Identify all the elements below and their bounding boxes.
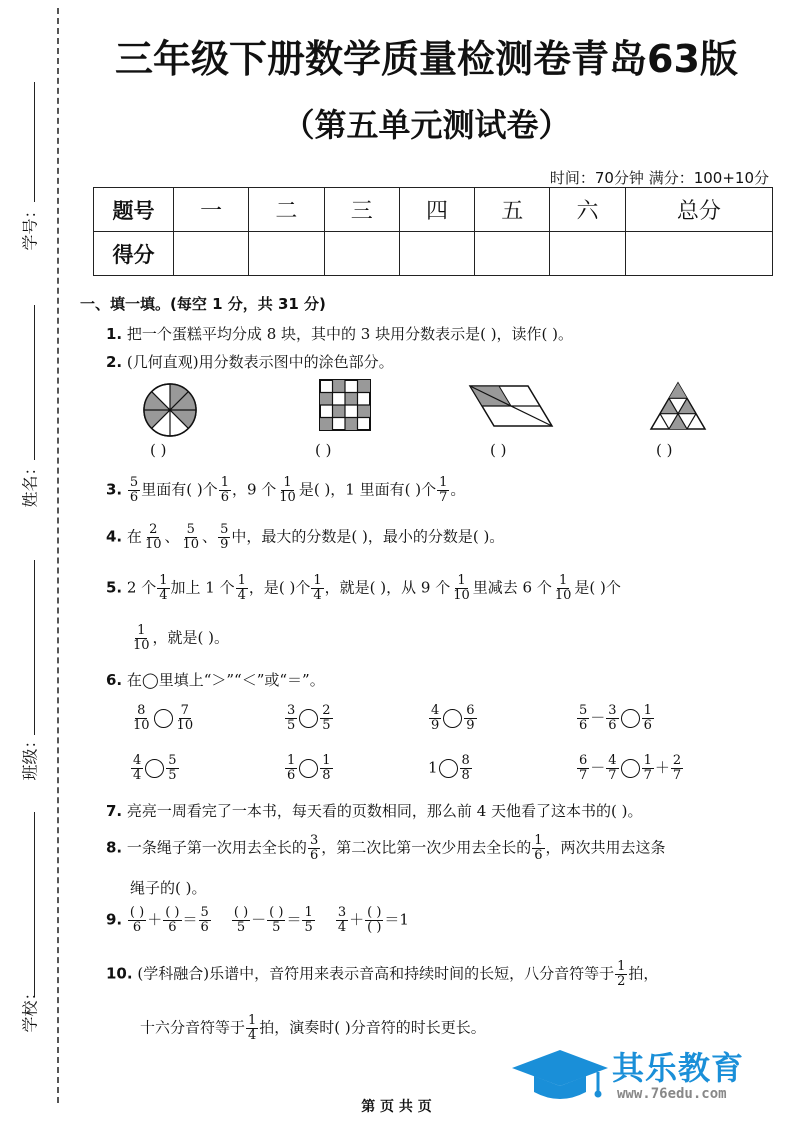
score-cell: 四 <box>399 188 474 232</box>
fraction <box>163 906 181 935</box>
operator: ＋ <box>654 758 670 777</box>
fraction <box>308 834 320 863</box>
numerator: 1 <box>534 833 543 848</box>
numerator: 1 <box>220 475 229 490</box>
denominator: 9 <box>220 537 229 552</box>
question-text: 2 个 <box>126 578 157 597</box>
numerator: 8 <box>137 703 146 718</box>
fraction <box>671 754 683 783</box>
question-3 <box>106 476 465 505</box>
question-text: 在 <box>126 527 142 546</box>
question-text: ，两次共用去这条 <box>545 838 666 857</box>
question-text: 加上 1 个 <box>170 578 235 597</box>
question-text: 十六分音符等于 <box>140 1018 246 1037</box>
denominator: 6 <box>220 490 229 505</box>
fraction <box>365 906 383 935</box>
denominator: 6 <box>643 718 652 733</box>
fraction <box>199 906 211 935</box>
operator: － <box>590 758 606 777</box>
numerator: 4 <box>608 753 617 768</box>
question-number: 5. <box>106 578 123 597</box>
score-cell: 题号 <box>94 188 174 232</box>
fraction <box>460 754 472 783</box>
score-input-cell[interactable] <box>399 232 474 276</box>
denominator: 6 <box>168 920 177 935</box>
class-label: 班级： <box>20 732 40 781</box>
denominator: 10 <box>133 638 150 653</box>
fraction <box>232 906 250 935</box>
question-number: 1. <box>106 325 123 343</box>
fraction <box>615 960 627 989</box>
fraction <box>437 476 449 505</box>
page-footer: 第 页 共 页 <box>361 1099 432 1115</box>
compare-item <box>428 754 473 783</box>
numerator: 6 <box>466 703 475 718</box>
compare-item <box>130 704 196 733</box>
denominator: 6 <box>534 848 543 863</box>
numerator: 1 <box>304 905 313 920</box>
compare-item <box>576 754 684 783</box>
denominator: 6 <box>132 920 142 935</box>
fraction <box>131 624 152 653</box>
fraction <box>553 574 574 603</box>
numerator: 3 <box>608 703 617 718</box>
score-cell: 一 <box>174 188 249 232</box>
question-text: ，就是( )。 <box>152 628 230 647</box>
question-number: 9. <box>106 910 123 929</box>
numerator: 1 <box>287 753 296 768</box>
question-8-cont: 绳子的( )。 <box>130 879 207 897</box>
denominator: 6 <box>287 768 296 783</box>
denominator: 5 <box>236 920 246 935</box>
numerator-blank[interactable]: ( ) <box>165 905 180 920</box>
score-table <box>93 187 773 276</box>
question-text: 拍， <box>628 964 659 983</box>
fraction <box>302 906 314 935</box>
fraction <box>128 906 146 935</box>
numerator: 2 <box>149 522 158 537</box>
question-7 <box>106 800 642 821</box>
numerator: 2 <box>672 753 682 768</box>
denominator: 10 <box>182 537 200 552</box>
denominator-blank[interactable]: ( ) <box>367 920 382 935</box>
numerator: 3 <box>309 833 319 848</box>
whole-number: 1 <box>399 910 409 929</box>
question-text: (学科融合)乐谱中，音符用来表示音高和持续时间的长短，八分音符等于 <box>137 964 615 983</box>
denominator: 6 <box>309 848 319 863</box>
question-1 <box>106 323 573 344</box>
logo-url: www.76edu.com <box>617 1086 727 1102</box>
school-label: 学校： <box>20 984 40 1033</box>
numerator: 8 <box>461 753 470 768</box>
denominator: 9 <box>431 718 440 733</box>
fraction <box>131 754 143 783</box>
name-label: 姓名： <box>20 459 40 508</box>
triangle-figure <box>648 380 708 432</box>
fraction <box>311 574 323 603</box>
numerator: 1 <box>643 703 652 718</box>
numerator-blank[interactable]: ( ) <box>233 905 249 920</box>
student-no-rule <box>34 82 35 202</box>
denominator: 10 <box>453 588 470 603</box>
fraction <box>336 906 348 935</box>
score-input-cell[interactable] <box>174 232 249 276</box>
question-text: 把一个蛋糕平均分成 8 块，其中的 3 块用分数表示是( )，读作( )。 <box>126 325 574 343</box>
denominator: 7 <box>608 768 617 783</box>
denominator: 10 <box>133 718 150 733</box>
school-rule <box>34 812 35 997</box>
question-number: 8. <box>106 838 123 857</box>
numerator: 7 <box>180 703 189 718</box>
fraction <box>451 574 472 603</box>
fraction <box>606 754 618 783</box>
fraction <box>285 704 297 733</box>
score-table-header-row <box>94 188 773 232</box>
denominator: 4 <box>133 768 142 783</box>
numerator: 6 <box>579 753 588 768</box>
grid-figure <box>318 378 372 432</box>
operator: － <box>251 910 267 929</box>
score-cell: 五 <box>475 188 550 232</box>
question-8 <box>106 834 666 863</box>
answer-blank[interactable]: ( ) <box>490 441 507 459</box>
compare-item <box>576 704 655 733</box>
numerator: 4 <box>431 703 440 718</box>
numerator: 1 <box>617 959 626 974</box>
numerator: 1 <box>248 1013 257 1028</box>
denominator: 6 <box>579 718 588 733</box>
question-text: 里面有( )个 <box>141 480 218 499</box>
score-input-cell[interactable] <box>550 232 625 276</box>
fraction <box>181 523 202 552</box>
denominator: 6 <box>129 490 139 505</box>
numerator: 5 <box>168 753 177 768</box>
denominator: 6 <box>200 920 209 935</box>
question-text: ，第二次比第一次少用去全长的 <box>321 838 532 857</box>
page-subtitle: （第五单元测试卷） <box>282 106 571 144</box>
fraction <box>577 754 589 783</box>
parallelogram-figure <box>466 382 556 432</box>
fraction <box>236 574 248 603</box>
denominator: 7 <box>672 768 682 783</box>
compare-circle[interactable] <box>621 709 640 728</box>
denominator: 10 <box>279 490 296 505</box>
fraction <box>642 754 654 783</box>
numerator: 5 <box>220 522 229 537</box>
compare-item <box>284 754 334 783</box>
compare-item <box>130 754 180 783</box>
score-cell: 三 <box>324 188 399 232</box>
numerator-blank[interactable]: ( ) <box>367 905 382 920</box>
denominator: 7 <box>643 768 652 783</box>
numerator: 2 <box>322 703 331 718</box>
denominator: 4 <box>248 1028 257 1043</box>
numerator: 1 <box>283 475 292 490</box>
whole-number: 1 <box>428 758 438 777</box>
compare-item <box>284 704 334 733</box>
denominator: 9 <box>466 718 475 733</box>
question-text: 是( )，1 里面有( )个 <box>298 480 437 499</box>
fraction <box>577 704 589 733</box>
numerator: 1 <box>558 573 568 588</box>
fraction <box>464 704 476 733</box>
numerator: 1 <box>159 573 168 588</box>
numerator: 1 <box>439 475 448 490</box>
compare-circle[interactable] <box>443 709 462 728</box>
question-text: ，是( )个 <box>248 578 311 597</box>
denominator: 2 <box>617 974 626 989</box>
denominator: 7 <box>439 490 448 505</box>
denominator: 8 <box>461 768 470 783</box>
fraction <box>606 704 618 733</box>
score-input-cell[interactable] <box>625 232 772 276</box>
fraction <box>320 754 332 783</box>
denominator: 10 <box>144 537 162 552</box>
question-text: ，9 个 <box>231 480 277 499</box>
separator: 、 <box>164 527 180 546</box>
score-cell: 六 <box>550 188 625 232</box>
name-rule <box>34 305 35 460</box>
numerator: 1 <box>313 573 322 588</box>
numerator: 1 <box>457 573 466 588</box>
separator: 、 <box>202 527 218 546</box>
operator: － <box>590 708 606 727</box>
fraction <box>128 476 140 505</box>
numerator: 4 <box>133 753 142 768</box>
fraction <box>175 704 196 733</box>
denominator: 8 <box>322 768 331 783</box>
question-text: 一条绳子第一次用去全长的 <box>126 838 307 857</box>
question-5 <box>106 574 621 603</box>
question-text: 亮亮一周看完了一本书，每天看的页数相同，那么前 4 天他看了这本书的( )。 <box>126 802 643 820</box>
fraction <box>131 704 152 733</box>
denominator: 5 <box>272 920 281 935</box>
numerator: 3 <box>337 905 347 920</box>
question-text: ，就是( )，从 9 个 <box>324 578 451 597</box>
numerator: 5 <box>200 905 209 920</box>
question-text: (几何直观)用分数表示图中的涂色部分。 <box>126 353 394 371</box>
denominator: 5 <box>168 768 177 783</box>
question-number: 10. <box>106 964 133 983</box>
fraction <box>157 574 169 603</box>
numerator-blank[interactable]: ( ) <box>129 905 145 920</box>
denominator: 4 <box>337 920 347 935</box>
class-rule <box>34 560 35 735</box>
fraction <box>246 1014 258 1043</box>
score-input-cell[interactable] <box>324 232 399 276</box>
fraction <box>218 523 230 552</box>
denominator: 5 <box>304 920 313 935</box>
score-cell: 得分 <box>94 232 174 276</box>
compare-circle[interactable] <box>439 759 458 778</box>
operator: ＋ <box>349 910 365 929</box>
question-number: 2. <box>106 353 123 371</box>
denominator: 10 <box>176 718 194 733</box>
question-text: 。 <box>450 480 466 499</box>
question-number: 7. <box>106 802 123 820</box>
numerator: 1 <box>643 753 652 768</box>
compare-circle[interactable] <box>154 709 173 728</box>
numerator: 1 <box>322 753 331 768</box>
fraction <box>532 834 544 863</box>
denominator: 4 <box>313 588 322 603</box>
compare-circle[interactable] <box>299 709 318 728</box>
fraction <box>219 476 231 505</box>
numerator: 5 <box>186 522 195 537</box>
exam-meta: 时间：70分钟 满分：100+10分 <box>549 169 769 187</box>
operator: ＝ <box>384 910 400 929</box>
section-heading: 一、填一填。(每空 1 分，共 31 分) <box>80 295 326 313</box>
question-text: 在◯里填上“＞”“＜”或“＝”。 <box>126 671 325 689</box>
numerator: 5 <box>579 703 588 718</box>
answer-blank[interactable]: ( ) <box>315 441 332 459</box>
question-10 <box>106 960 658 989</box>
question-6 <box>106 669 325 690</box>
compare-circle[interactable] <box>621 759 640 778</box>
question-number: 4. <box>106 527 123 546</box>
question-text: 里减去 6 个 <box>472 578 552 597</box>
numerator: 3 <box>287 703 296 718</box>
fraction <box>267 906 285 935</box>
question-text: 拍，演奏时( )分音符的时长更长。 <box>259 1018 486 1037</box>
denominator: 5 <box>287 718 296 733</box>
student-no-label: 学号： <box>20 202 40 251</box>
compare-item <box>428 704 478 733</box>
fraction <box>320 704 332 733</box>
denominator: 6 <box>608 718 617 733</box>
fraction <box>166 754 178 783</box>
question-9 <box>106 906 409 935</box>
numerator: 5 <box>129 475 139 490</box>
score-input-cell[interactable] <box>475 232 550 276</box>
operator: ＝ <box>182 910 198 929</box>
fraction <box>143 523 164 552</box>
operator: ＋ <box>147 910 163 929</box>
numerator: 1 <box>137 623 146 638</box>
score-input-cell[interactable] <box>249 232 324 276</box>
question-text: 是( )个 <box>574 578 621 597</box>
operator: ＝ <box>286 910 302 929</box>
fraction <box>642 704 654 733</box>
compare-circle[interactable] <box>145 759 164 778</box>
question-4 <box>106 523 504 552</box>
score-cell: 二 <box>249 188 324 232</box>
question-2 <box>106 351 394 372</box>
question-number: 3. <box>106 480 123 499</box>
fraction <box>277 476 298 505</box>
fraction <box>285 754 297 783</box>
question-number: 6. <box>106 671 123 689</box>
fraction <box>429 704 441 733</box>
score-cell: 总分 <box>625 188 772 232</box>
denominator: 4 <box>237 588 246 603</box>
score-table-score-row <box>94 232 773 276</box>
numerator-blank[interactable]: ( ) <box>269 905 284 920</box>
question-5-cont <box>130 624 229 653</box>
answer-blank[interactable]: ( ) <box>656 441 673 459</box>
logo-text: 其乐教育 <box>612 1049 745 1087</box>
denominator: 7 <box>579 768 588 783</box>
denominator: 5 <box>322 718 331 733</box>
answer-blank[interactable]: ( ) <box>150 441 167 459</box>
circle-figure <box>140 380 200 440</box>
question-10-cont <box>140 1014 486 1043</box>
denominator: 4 <box>159 588 168 603</box>
page-title: 三年级下册数学质量检测卷青岛63版 <box>115 37 738 81</box>
numerator: 1 <box>237 573 246 588</box>
binding-dashed-line <box>57 8 59 1103</box>
compare-circle[interactable] <box>299 759 318 778</box>
question-text: 中，最大的分数是( )，最小的分数是( )。 <box>231 527 505 546</box>
denominator: 10 <box>554 588 572 603</box>
